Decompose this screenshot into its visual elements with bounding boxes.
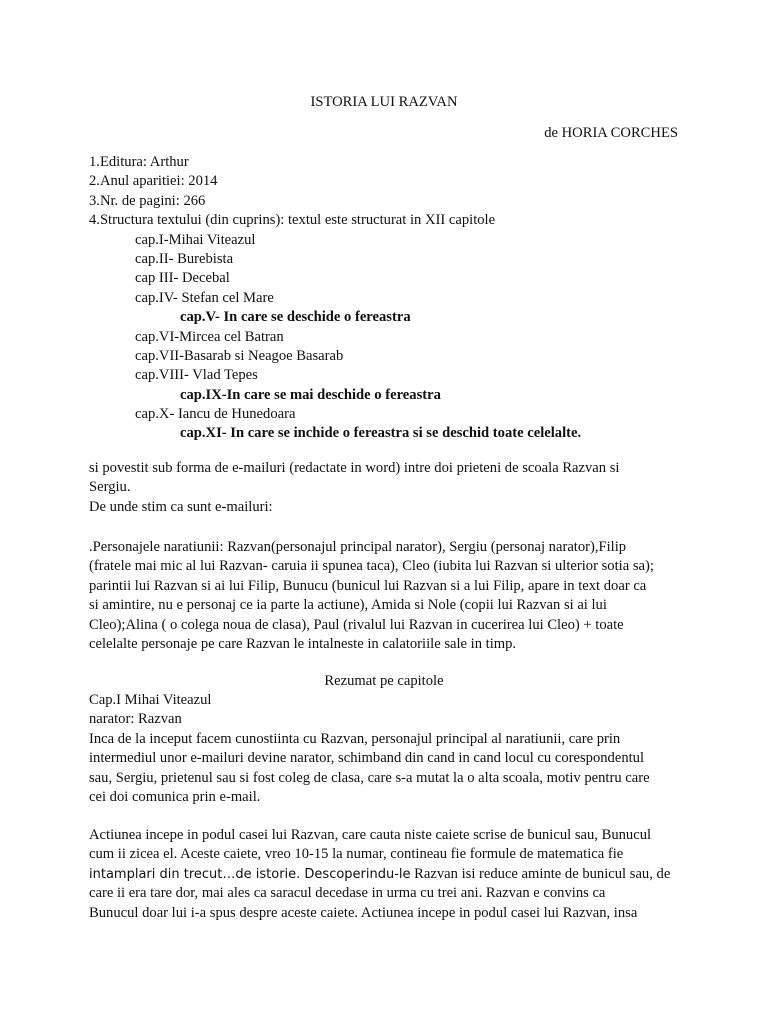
chapter-item-bold: cap.V- In care se deschide o fereastra bbox=[180, 309, 411, 326]
characters-paragraph bbox=[89, 538, 689, 654]
paragraph-line: si povestit sub forma de e-mailuri (redactate in word) intre doi prieteni de scoala Razvan si bbox=[89, 460, 620, 476]
sans-text-run: intamplari din trecut…de istorie. Descoperindu-le bbox=[89, 866, 411, 882]
chapter-item: cap.I-Mihai Viteazul bbox=[135, 231, 256, 248]
info-pages: 3.Nr. de pagini: 266 bbox=[89, 192, 206, 209]
document-title: ISTORIA LUI RAZVAN bbox=[310, 94, 458, 110]
paragraph-line: parintii lui Razvan si ai lui Filip, Bunucu (bunicul lui Razvan si a lui Filip, apare in text doar ca bbox=[89, 577, 647, 594]
chapter-item: cap.IV- Stefan cel Mare bbox=[135, 289, 274, 306]
paragraph-line: Inca de la inceput facem cunostiinta cu Razvan, personajul principal al naratiunii, care prin bbox=[89, 730, 621, 747]
serif-text-run: Razvan isi reduce aminte de bunicul sau, de bbox=[410, 865, 671, 882]
chapter1-section bbox=[89, 691, 689, 807]
paragraph-line: cum ii zicea el. Aceste caiete, vreo 10-15 la numar, contineau fie formule de matematica fie bbox=[89, 846, 624, 863]
chapter-item: cap.VI-Mircea cel Batran bbox=[135, 328, 284, 345]
paragraph-line: (fratele mai mic al lui Razvan- caruia ii spunea taca), Cleo (iubita lui Razvan si ulterior sotia sa); bbox=[89, 558, 654, 575]
chapter-item: cap III- Decebal bbox=[135, 270, 230, 287]
info-structure: 4.Structura textului (din cuprins): textul este structurat in XII capitole bbox=[89, 212, 496, 229]
info-publisher: 1.Editura: Arthur bbox=[89, 154, 189, 170]
paragraph-line: sau, Sergiu, prietenul sau si fost coleg de clasa, care s-a mutat la o alta scoala, motiv pentru care bbox=[89, 769, 650, 786]
chapter1-heading: Cap.I Mihai Viteazul bbox=[89, 692, 212, 708]
chapter-item: cap.VIII- Vlad Tepes bbox=[135, 367, 258, 384]
author-line: de HORIA CORCHES bbox=[544, 125, 678, 141]
paragraph-line: Cleo);Alina ( o colega noua de clasa), Paul (rivalul lui Razvan in cucerirea lui Cleo) + toate bbox=[89, 616, 624, 633]
paragraph-line: .Personajele naratiunii: Razvan(personajul principal narator), Sergiu (personaj narator),Filip bbox=[89, 539, 627, 555]
chapter-item-bold: cap.XI- In care se inchide o fereastra si se deschid toate celelalte. bbox=[180, 425, 582, 442]
info-year: 2.Anul aparitiei: 2014 bbox=[89, 173, 218, 190]
paragraph-line: celelalte personaje pe care Razvan le intalneste in calatoriile sale in timp. bbox=[89, 635, 517, 652]
summary-heading: Rezumat pe capitole bbox=[324, 673, 444, 689]
paragraph-line: intermediul unor e-mailuri devine narator, schimband din cand in cand locul cu corespondentul bbox=[89, 750, 645, 767]
chapter1-narrator: narator: Razvan bbox=[89, 711, 182, 728]
paragraph-line: Actiunea incepe in podul casei lui Razvan, care cauta niste caiete scrise de bunicul sau, Bunucul bbox=[89, 827, 652, 843]
paragraph-line-mixed bbox=[89, 865, 689, 884]
chapter-item: cap.II- Burebista bbox=[135, 250, 234, 267]
chapter-item: cap.VII-Basarab si Neagoe Basarab bbox=[135, 347, 344, 364]
paragraph-line: Bunucul doar lui i-a spus despre aceste caiete. Actiunea incepe in podul casei lui Razvan, insa bbox=[89, 904, 638, 921]
chapter-item: cap.X- Iancu de Hunedoara bbox=[135, 406, 296, 423]
action-paragraph bbox=[89, 826, 689, 923]
paragraph-line: care ii era tare dor, mai ales ca saracul decedase in urma cu trei ani. Razvan e convins ca bbox=[89, 885, 606, 902]
paragraph-line: si amintire, nu e personaj ce ia parte la actiune), Amida si Nole (copii lui Razvan si ai lui bbox=[89, 597, 607, 614]
format-paragraph bbox=[89, 459, 689, 517]
chapter-item-bold: cap.IX-In care se mai deschide o fereastra bbox=[180, 386, 441, 403]
paragraph-line: cei doi comunica prin e-mail. bbox=[89, 788, 261, 805]
book-info-block bbox=[89, 153, 689, 444]
paragraph-line: De unde stim ca sunt e-mailuri: bbox=[89, 498, 273, 515]
paragraph-line: Sergiu. bbox=[89, 479, 131, 496]
